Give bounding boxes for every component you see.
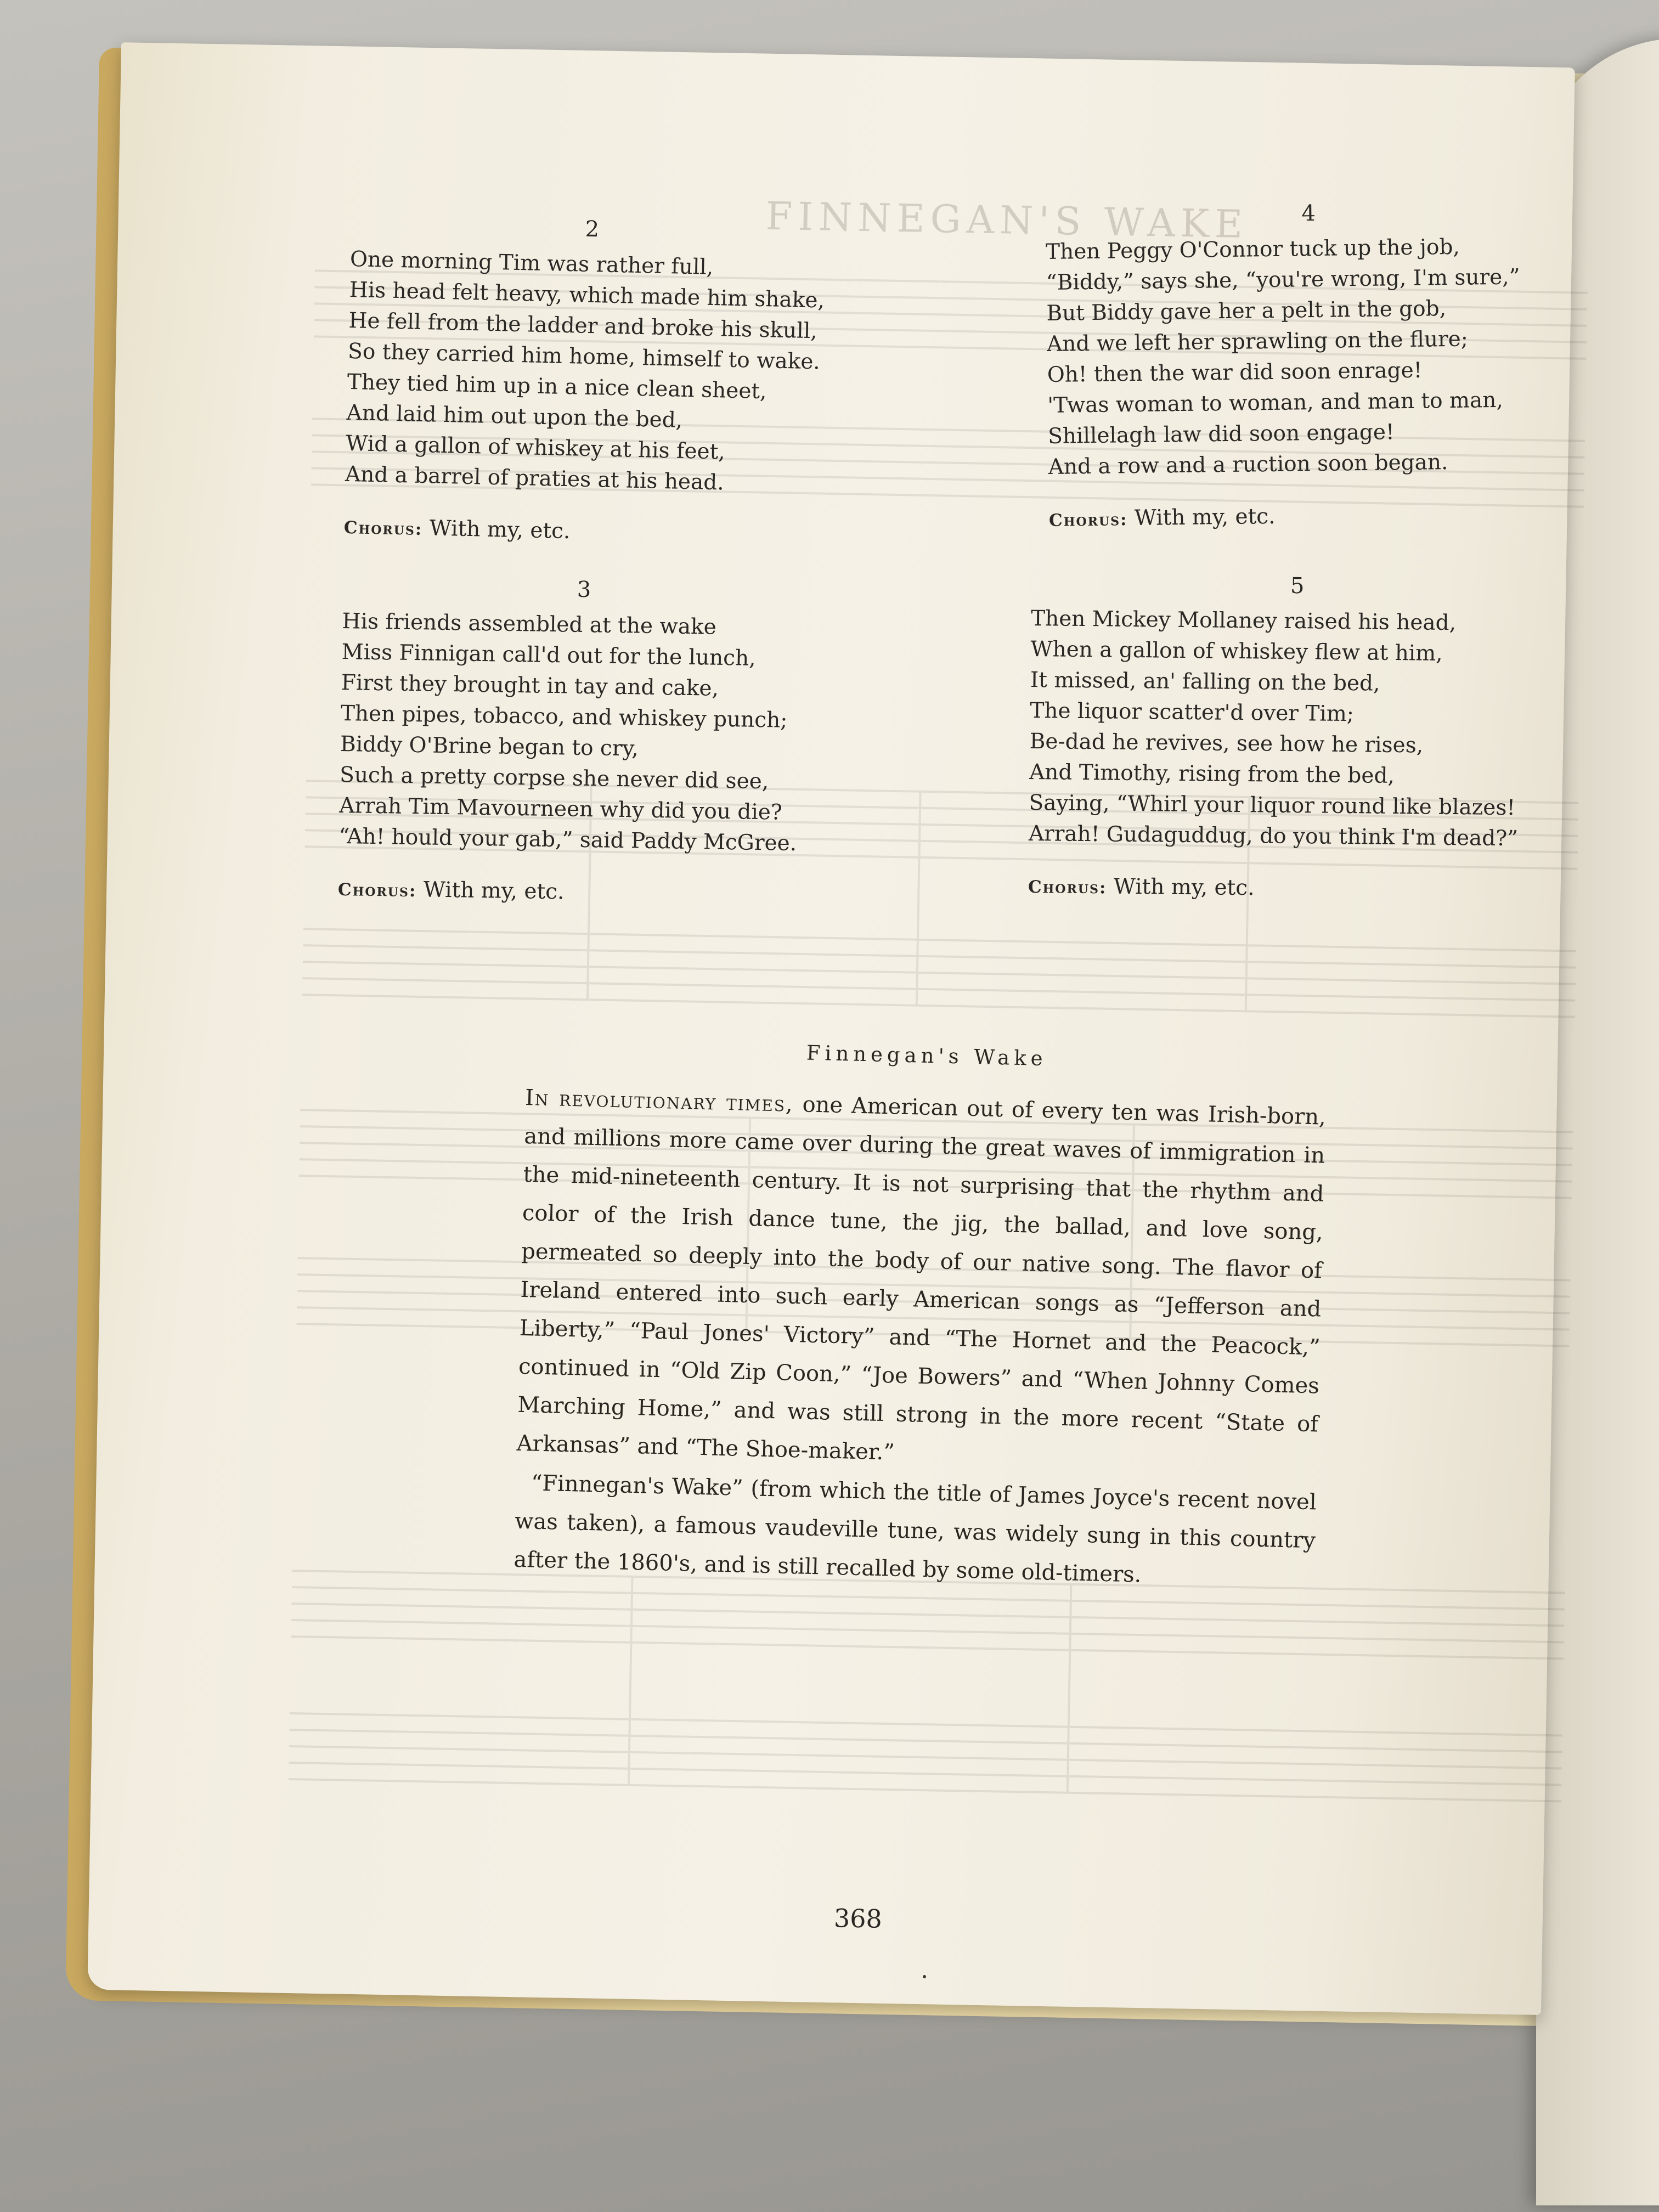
verse-line: And laid him out upon the bed, (346, 400, 683, 433)
verse-line: But Biddy gave her a pelt in the gob, (1046, 296, 1447, 326)
essay-lead-in: In revolutionary times, (524, 1085, 794, 1117)
chorus-text: With my, etc. (1107, 874, 1255, 901)
verse-line: Then Peggy O'Connor tuck up the job, (1045, 234, 1460, 264)
verse-line: Wid a gallon of whiskey at his feet, (345, 431, 726, 465)
verse-line: First they brought in tay and cake, (341, 670, 719, 701)
essay-title: Finnegan's Wake (806, 1041, 1048, 1071)
verse-line: Then pipes, tobacco, and whiskey punch; (340, 701, 788, 733)
verse-line: And we left her sprawling on the flure; (1046, 326, 1469, 357)
chorus-label: Chorus: (343, 517, 423, 540)
chorus-label: Chorus: (1048, 510, 1128, 531)
verse-line: His head felt heavy, which made him shake, (349, 277, 825, 313)
verse-number: 2 (585, 216, 600, 242)
verse-line: His friends assembled at the wake (342, 608, 717, 640)
verse-line: The liquor scatter'd over Tim; (1030, 698, 1355, 727)
verse-line: And a barrel of praties at his head. (345, 461, 725, 495)
dust-speck (923, 1975, 926, 1978)
verse-line: When a gallon of whiskey flew at him, (1030, 636, 1443, 666)
verse-number: 3 (577, 577, 591, 603)
verse-3 (338, 573, 826, 909)
chorus-text: With my, etc. (422, 516, 571, 544)
verse-line: Oh! then the war did soon enrage! (1047, 358, 1423, 387)
verse-line: “Biddy,” says she, “you're wrong, I'm sure,” (1046, 264, 1520, 295)
chorus-label: Chorus: (337, 879, 417, 901)
chorus-label: Chorus: (1028, 877, 1107, 898)
essay-paragraph (516, 1079, 1327, 1482)
verse-lines (345, 244, 833, 501)
verse-line: “Ah! hould your gab,” said Paddy McGree. (338, 823, 797, 856)
verse-line: Miss Finnigan call'd out for the lunch, (341, 639, 756, 671)
verse-line: It missed, an' falling on the bed, (1030, 667, 1380, 696)
verse-line: 'Twas woman to woman, and man to man, (1047, 387, 1504, 418)
verse-line: Arrah Tim Mavourneen why did you die? (338, 793, 783, 825)
verse-line: Such a pretty corpse she never did see, (339, 762, 769, 794)
essay-paragraph: “Finnegan's Wake” (from which the title of James Joyce's recent novel was taken), a famous vaudeville tune, was widely sung in this country after the 1860's, and is still recalled by some old-timers. (514, 1470, 1317, 1588)
verse-line: Be-dad he revives, see how he rises, (1029, 729, 1424, 758)
verse-line: One morning Tim was rather full, (349, 246, 714, 280)
chorus-text: With my, etc. (416, 877, 565, 905)
verse-4 (1045, 198, 1559, 532)
verse-lines (1046, 231, 1559, 483)
verse-line: They tied him up in a nice clean sheet, (347, 369, 767, 404)
verse-line: And Timothy, rising from the bed, (1029, 759, 1395, 788)
show-through-title: FINNEGAN'S WAKE (765, 193, 1249, 247)
verse-2 (343, 211, 833, 550)
verse-line: He fell from the ladder and broke his skull, (348, 308, 818, 344)
verse-line: Shillelagh law did soon engage! (1047, 420, 1395, 449)
verse-number: 5 (1290, 573, 1305, 599)
verse-lines (1029, 603, 1547, 855)
page-number: 368 (833, 1903, 883, 1934)
verse-lines (338, 606, 825, 860)
essay-paragraph-body: one American out of every ten was Irish-born, and millions more came over during the great waves of immigration in the mid-nineteenth century. It is not surprising that the rhythm and color of the Irish dance tune, the jig, the ballad, and love song, permeated so deeply into the body of our native song. The flavor of Ireland entered into such early American songs as “Jefferson and Liberty,” “Paul Jones' Victory” and “The Hornet and the Peacock,” continued in “Old Zip Coon,” “Joe Bowers” and “When Johnny Comes Marching Home,” and was still strong in the more recent “State of Arkansas” and “The Shoe-maker.” (516, 1091, 1327, 1465)
verse-line: Saying, “Whirl your liquor round like blazes! (1029, 790, 1516, 821)
verse-line: Then Mickey Mollaney raised his head, (1030, 606, 1457, 636)
verse-line: And a row and a ruction soon began. (1048, 450, 1448, 479)
verse-number: 4 (1301, 200, 1316, 227)
essay-section (514, 1034, 1328, 1598)
verse-line: So they carried him home, himself to wake. (347, 338, 821, 375)
chorus-text: With my, etc. (1127, 504, 1276, 531)
verse-line: Arrah! Gudaguddug, do you think I'm dead?” (1028, 821, 1519, 851)
verse-5 (1028, 571, 1547, 904)
verse-line: Biddy O'Brine began to cry, (340, 731, 639, 761)
